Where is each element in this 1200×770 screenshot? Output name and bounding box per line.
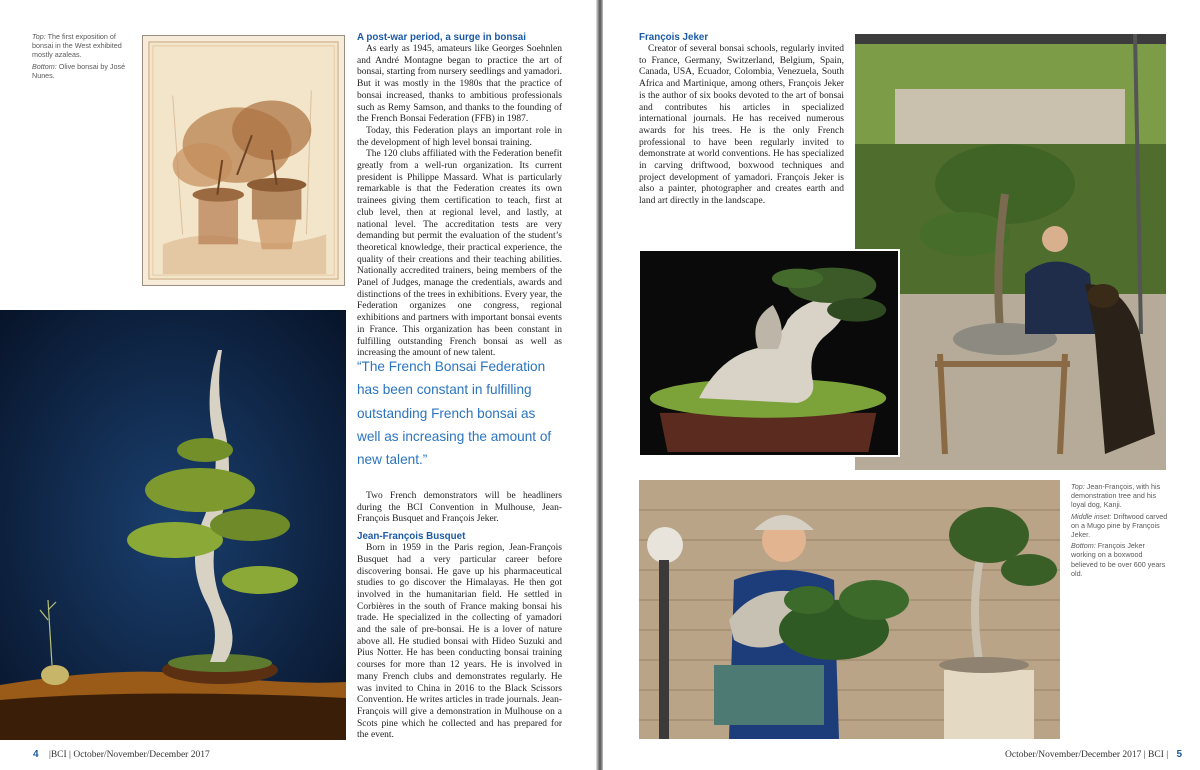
jeker-working-boxwood-image (639, 480, 1060, 739)
folio-text: |BCI | October/November/December 2017 (48, 750, 210, 760)
page-number: 4 (33, 749, 39, 760)
busquet-heading: Jean-François Busquet (357, 531, 466, 543)
left-folio (33, 749, 210, 760)
pull-quote: “The French Bonsai Federation has been constant in fulfilling outstanding French bonsai as well as increasing the amount of new talent.” (357, 359, 552, 468)
caption-text: Olive bonsai by José Nunes. (32, 61, 126, 80)
left-article-column-lower (357, 491, 562, 742)
caption-text: François Jeker working on a boxwood believed to be over 600 years old. (1071, 541, 1166, 578)
caption-label: Bottom: (1071, 541, 1096, 551)
caption-label: Bottom: (32, 61, 57, 71)
left-page (0, 0, 597, 770)
article-paragraph: Creator of several bonsai schools, regularly invited to France, Germany, Switzerland, Belgium, Spain, Canada, USA, Ecuador, Colombia, Venezuela, South Africa and Martinique, among others, François Jeker is the author of six books devoted to the art of bonsai and contributes his articles in specialized international journals. He has received numerous awards for his trees. He is the only French professional to have been regularly invited to demonstrate at world conventions. He has specialized in carving driftwood, boxwood techniques and project development of yamadori. François Jeker is also a painter, photographer and creates earth and land art directly in the landscape. (639, 44, 844, 207)
left-top-caption (32, 32, 128, 82)
section-title: A post-war period, a surge in bonsai (357, 32, 526, 43)
left-article-column (357, 32, 562, 360)
folio-text: October/November/December 2017 | BCI | (1005, 750, 1169, 760)
right-page (603, 0, 1200, 770)
article-paragraph: As early as 1945, amateurs like Georges Soehnlen and André Montagne began to practice the art of bonsai, starting from nursery seedlings and yamadori. But it was mostly in the 1980s that the practice of bonsai increased, thanks to ambitious professionals such as Remy Samson, and thanks to the founding of the French Bonsai Federation (FFB) in 1987. (357, 44, 562, 125)
article-paragraph: Two French demonstrators will be headliners during the BCI Convention in Mulhouse, Jean-François Busquet and François Jeker. (357, 491, 562, 525)
article-paragraph: The 120 clubs affiliated with the Federation benefit greatly from a well-run organization. Its current president is Philippe Massard. What is particularly remarkable is that the Federation creates its own trainees giving them certification to teach, first at club level, then at regional level, and lastly, at national level. The accreditation tests are very demanding but permit the evaluation of the student’s theoretical knowledge, their practical experience, the quality of their creations and their teaching abilities. Nationally accredited trainers, being members of the Panel of Judges, manage the credentials, awards and distinctions of the trees in exhibitions. Every year, the Federation organizes one congress, regional exhibitions and partners with important bonsai events in France. This organization has been constant in fulfilling outstanding French bonsai as well as increasing the amount of new talent. (357, 149, 562, 359)
caption-label: Middle inset: (1071, 511, 1112, 521)
right-folio (1005, 749, 1182, 760)
right-caption (1071, 482, 1171, 580)
caption-text: Jean-François, with his demonstration tree and his loyal dog, Kanji. (1071, 482, 1161, 510)
caption-text: The first exposition of bonsai in the West exhibited mostly azaleas. (32, 32, 122, 60)
jeker-article-column (639, 32, 844, 208)
caption-label: Top: (1071, 482, 1085, 491)
jeker-heading: François Jeker (639, 32, 709, 43)
caption-label: Top: (32, 32, 46, 41)
mugo-pine-driftwood-image (638, 249, 900, 457)
caption-text: Driftwood carved on a Mugo pine by François Jeker. (1071, 511, 1168, 540)
olive-bonsai-image (0, 310, 346, 740)
busquet-with-dog-image (855, 34, 1166, 470)
article-paragraph: Today, this Federation plays an important role in the development of high level bonsai training. (357, 125, 562, 148)
page-number: 5 (1176, 749, 1183, 760)
azalea-engraving-image (142, 35, 345, 286)
article-paragraph: Born in 1959 in the Paris region, Jean-François Busquet had a very particular career before discovering bonsai. He gave up his pharmaceutical studies to go discover the Himalayas. He then got involved in the humanitarian field. He settled in Corbières in the south of France making bonsai his trade. He specialized in the collecting of yamadori and the sale of pre-bonsai. He is a lover of nature above all. He studied bonsai with Hideo Suzuki and Pius Notter. He has been conducting bonsai training courses for more than 12 years. He is involved in many French clubs and demonstrates regularly. He was invited to China in 2016 to the Black Scissors Convention. He writes articles in trade journals. Jean-François will give a demonstration in Mulhouse on a Scots pine which he collected and has prepared for the event. (357, 543, 562, 741)
